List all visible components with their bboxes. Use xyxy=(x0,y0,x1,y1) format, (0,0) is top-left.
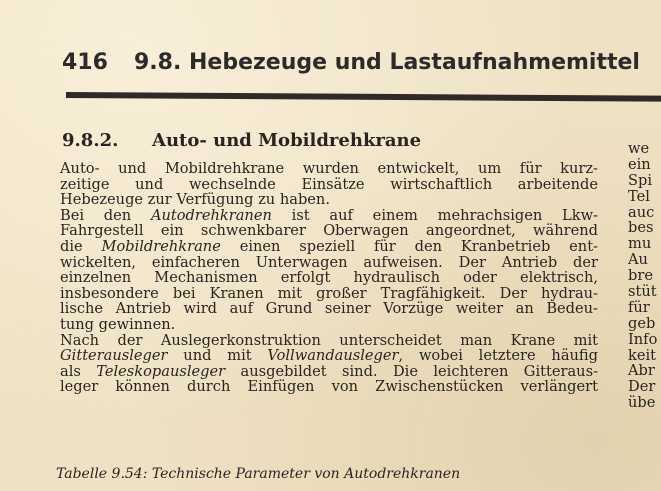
text-run: die xyxy=(60,237,102,255)
column-fragment: Tel xyxy=(628,187,650,205)
text-line: insbesondere bei Kranen mit großer Tragfähigkeit. Der hydrau- xyxy=(60,284,598,302)
text-line: tung gewinnen. xyxy=(60,315,176,333)
column-fragment: mu xyxy=(628,235,652,253)
text-run: Bei den xyxy=(60,206,151,224)
column-fragment: für xyxy=(628,298,650,316)
page-number: 416 xyxy=(62,50,108,75)
section-title: Auto- und Mobildrehkrane xyxy=(152,130,422,151)
term-autodrehkrane: Autodrehkranen xyxy=(150,206,272,224)
text-run: , wobei letztere häufig xyxy=(398,347,598,365)
text-line: leger können durch Einfügen von Zwischenstücken verlängert xyxy=(60,378,598,396)
text-line: Auto- und Mobildrehkrane wurden entwickelt, um für kurz- xyxy=(60,160,598,177)
column-fragment: bre xyxy=(628,267,653,285)
section-heading xyxy=(62,130,422,151)
term-vollwandausleger: Vollwandausleger xyxy=(267,347,399,365)
text-line xyxy=(60,239,598,255)
text-line: Nach der Auslegerkonstruktion unterscheidet man Krane mit xyxy=(60,331,598,349)
text-line xyxy=(60,208,598,224)
text-line xyxy=(60,348,598,364)
column-fragment: we xyxy=(628,140,650,157)
column-fragment: auc xyxy=(628,203,655,221)
body-text xyxy=(60,161,598,395)
column-fragment: Spi xyxy=(628,171,653,189)
text-run: ausgebildet sind. Die leichteren Gitteraus- xyxy=(225,362,598,380)
text-line xyxy=(60,364,598,380)
right-column-fragments xyxy=(628,141,657,411)
text-line: zeitige und wechselnde Einsätze wirtschaftlich arbeitende xyxy=(60,175,598,193)
column-fragment: Au xyxy=(628,251,648,269)
column-fragment: ein xyxy=(628,155,651,173)
text-line: wickelten, einfacheren Unterwagen aufweisen. Der Antrieb der xyxy=(60,253,598,271)
term-gitterausleger: Gitterausleger xyxy=(60,347,168,365)
column-fragment: geb xyxy=(628,314,656,332)
running-header xyxy=(62,50,661,86)
column-fragment: Abr xyxy=(628,362,655,380)
column-fragment: bes xyxy=(628,219,654,237)
text-line: einzelnen Mechanismen erfolgt hydraulisch oder elektrisch, xyxy=(60,269,598,287)
text-run: als xyxy=(60,362,97,380)
column-fragment: übe xyxy=(628,394,656,412)
column-fragment: Info xyxy=(628,330,658,348)
section-number: 9.8.2. xyxy=(62,130,119,151)
text-run: und mit xyxy=(167,347,268,365)
column-fragment: stüt xyxy=(628,283,657,301)
text-run: ist auf einem mehrachsigen Lkw- xyxy=(271,206,599,224)
chapter-title: 9.8. Hebezeuge und Lastaufnahmemittel xyxy=(134,50,640,75)
text-line: Fahrgestell ein schwenkbarer Oberwagen angeordnet, während xyxy=(60,222,598,240)
header-rule xyxy=(66,92,661,102)
text-line: Hebezeuge zur Verfügung zu haben. xyxy=(60,191,330,209)
text-run: einen speziell für den Kranbetrieb ent- xyxy=(220,237,598,255)
column-fragment: keit xyxy=(628,346,657,364)
text-line: lische Antrieb wird auf Grund seiner Vorzüge weiter an Bedeu- xyxy=(60,300,598,318)
term-teleskopausleger: Teleskopausleger xyxy=(96,362,226,380)
table-caption: Tabelle 9.54: Technische Parameter von Autodrehkranen xyxy=(56,466,461,482)
column-fragment: Der xyxy=(628,378,656,396)
term-mobildrehkrane: Mobildrehkrane xyxy=(101,237,221,255)
